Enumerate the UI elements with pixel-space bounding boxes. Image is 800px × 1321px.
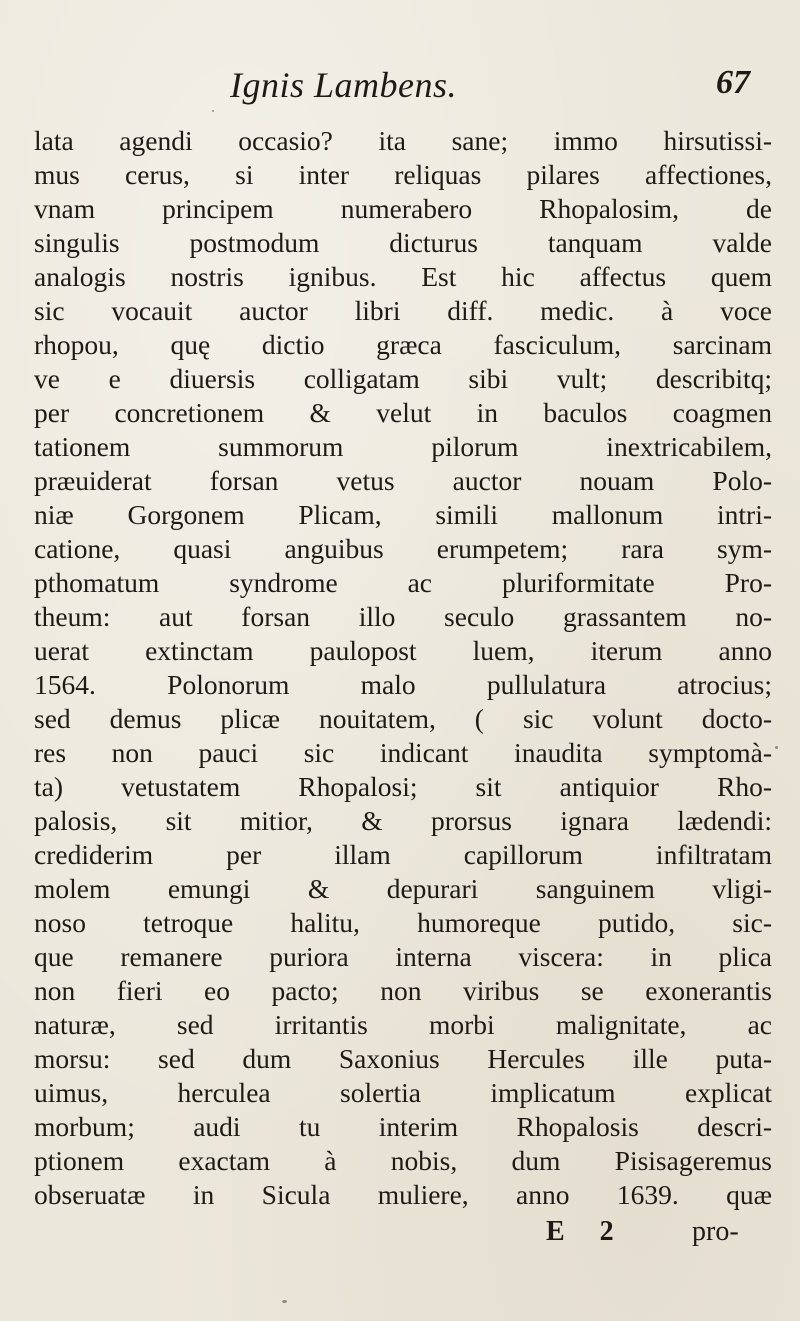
text-line: morsu: sed dum Saxonius Hercules ille puta- <box>34 1043 772 1074</box>
text-line: non fieri eo pacto; non viribus se exonerantis <box>34 975 772 1006</box>
text-line: lata agendi occasio? ita sane; immo hirsutissi- <box>34 125 772 156</box>
text-line: obseruatæ in Sicula muliere, anno 1639. quæ <box>34 1179 772 1210</box>
text-line: morbum; audi tu interim Rhopalosis descri- <box>34 1111 772 1142</box>
paper-speck <box>282 1300 287 1303</box>
catchword: pro- <box>692 1216 739 1247</box>
text-line: uerat extinctam paulopost luem, iterum anno <box>34 635 772 666</box>
text-line: ta) vetustatem Rhopalosi; sit antiquior Rho- <box>34 771 772 802</box>
text-line: per concretionem & velut in baculos coagmen <box>34 397 772 428</box>
text-line: noso tetroque halitu, humoreque putido, sic- <box>34 907 772 938</box>
text-line: sic vocauit auctor libri diff. medic. à voce <box>34 295 772 326</box>
text-line: que remanere puriora interna viscera: in plica <box>34 941 772 972</box>
text-line: præuiderat forsan vetus auctor nouam Polo- <box>34 465 772 496</box>
text-line: palosis, sit mitior, & prorsus ignara lædendi: <box>34 805 772 836</box>
text-line: catione, quasi anguibus erumpetem; rara sym- <box>34 533 772 564</box>
text-line: pthomatum syndrome ac pluriformitate Pro- <box>34 567 772 598</box>
running-title: Ignis Lambens. <box>230 65 458 105</box>
text-line: ve e diuersis colligatam sibi vult; describitq; <box>34 363 772 394</box>
page-number: 67 <box>716 64 750 101</box>
signature-mark: E 2 <box>546 1216 628 1247</box>
text-line: crediderim per illam capillorum infiltratam <box>34 839 772 870</box>
text-line: naturæ, sed irritantis morbi malignitate, ac <box>34 1009 772 1040</box>
paper-speck <box>212 110 214 112</box>
text-line: mus cerus, si inter reliquas pilares affectiones, <box>34 159 772 190</box>
text-line: res non pauci sic indicant inaudita symptomà- <box>34 737 772 768</box>
text-line: ptionem exactam à nobis, dum Pisisageremus <box>34 1145 772 1176</box>
text-line: theum: aut forsan illo seculo grassantem no- <box>34 601 772 632</box>
text-line: sed demus plicæ nouitatem, ( sic volunt docto- <box>34 703 772 734</box>
text-line: 1564. Polonorum malo pullulatura atrocius; <box>34 669 772 700</box>
page-header <box>60 64 750 112</box>
text-line: molem emungi & depurari sanguinem vligi- <box>34 873 772 904</box>
text-line: singulis postmodum dicturus tanquam valde <box>34 227 772 258</box>
text-line: rhopou, quę dictio græca fasciculum, sarcinam <box>34 329 772 360</box>
text-line: analogis nostris ignibus. Est hic affectus quem <box>34 261 772 292</box>
page-footer <box>0 1216 800 1256</box>
text-line: vnam principem numerabero Rhopalosim, de <box>34 193 772 224</box>
paper-speck <box>775 746 778 749</box>
text-line: tationem summorum pilorum inextricabilem, <box>34 431 772 462</box>
text-line: niæ Gorgonem Plicam, simili mallonum intri- <box>34 499 772 530</box>
text-line: uimus, herculea solertia implicatum explicat <box>34 1077 772 1108</box>
